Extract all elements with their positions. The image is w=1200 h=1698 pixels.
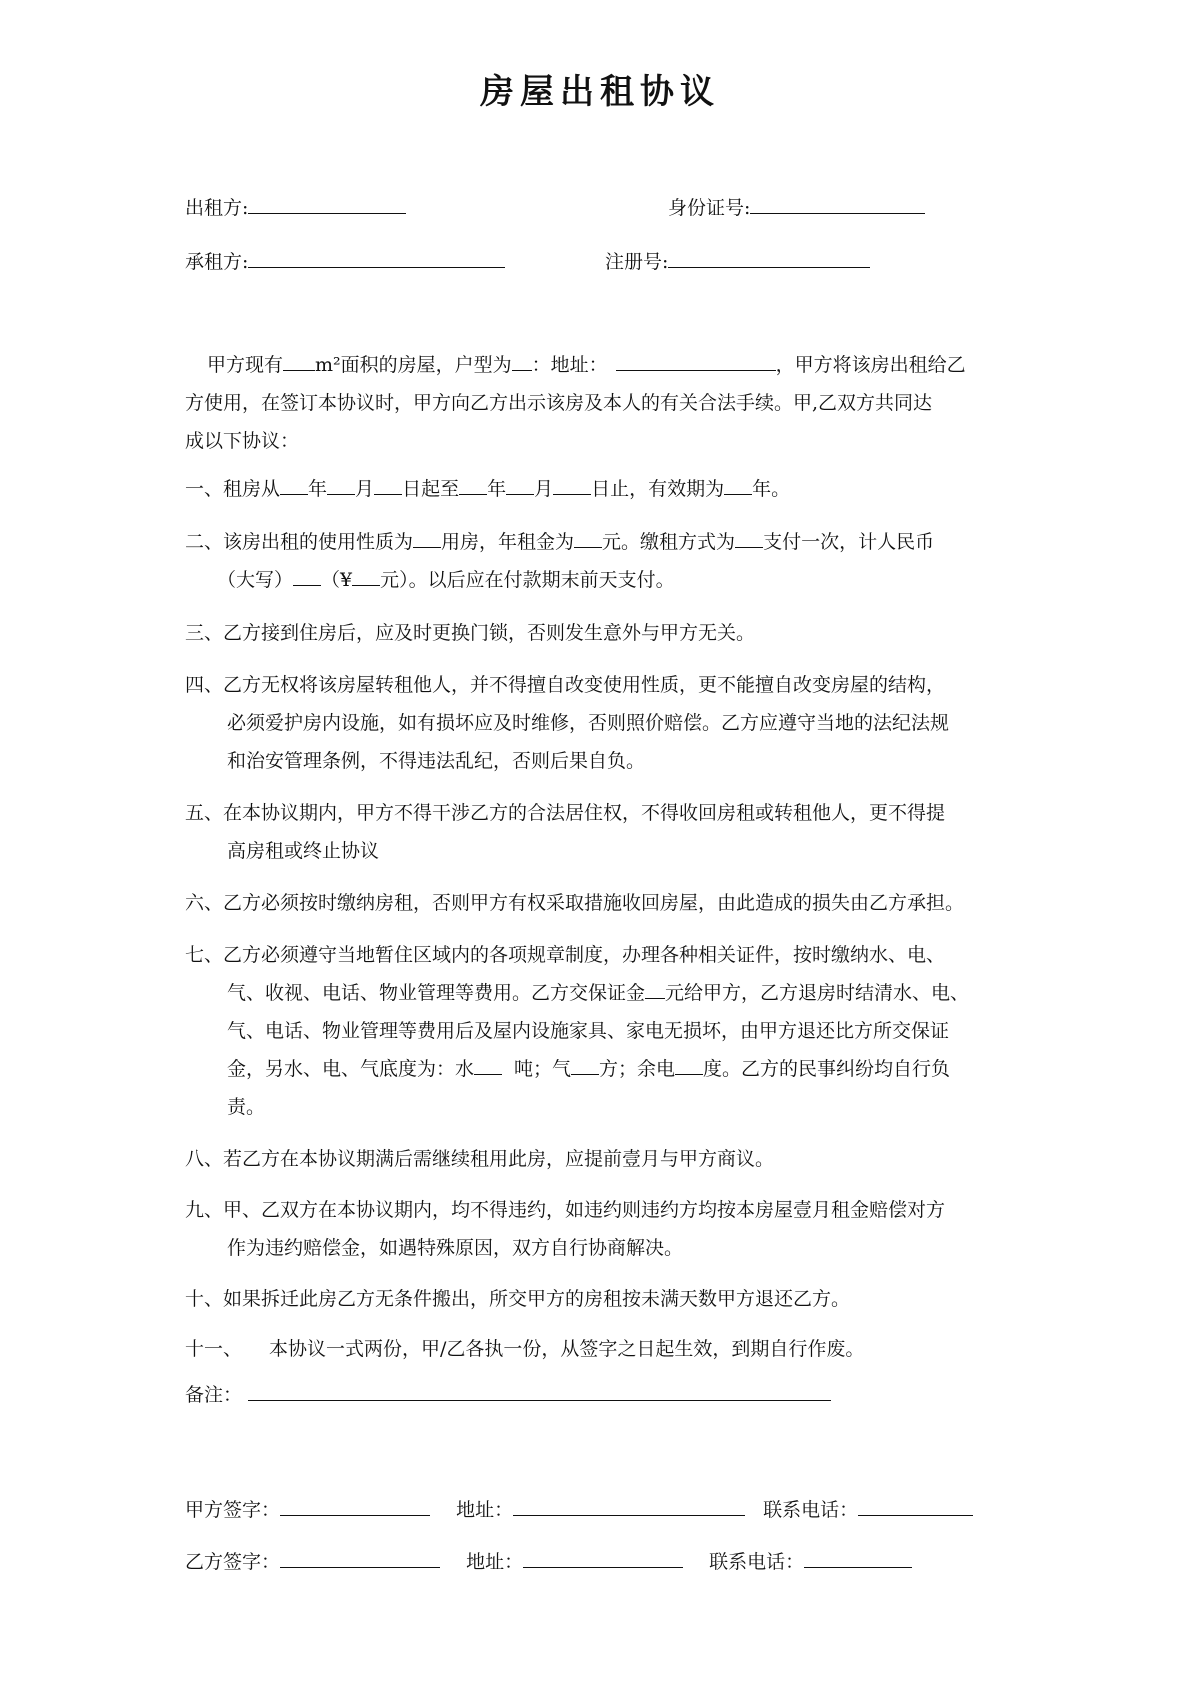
party-a-signature-label: 甲方签字： <box>185 1499 281 1521</box>
clause-1: 一、租房从 年 月 日起至 年 月 日止，有效期为 年。 <box>185 478 791 500</box>
gas-reading-blank[interactable] <box>571 1073 599 1075</box>
registration-blank[interactable] <box>668 266 870 268</box>
party-a-phone-blank[interactable] <box>858 1514 973 1516</box>
party-a-phone-label: 联系电话： <box>763 1499 859 1521</box>
water-reading-blank[interactable] <box>474 1073 502 1075</box>
id-number-label: 身份证号: <box>668 197 751 219</box>
intro-paragraph <box>185 346 1037 460</box>
party-b-address-blank[interactable] <box>523 1566 683 1568</box>
intro-line-3: 成以下协议： <box>185 430 300 452</box>
lessor-label: 出租方: <box>185 197 249 219</box>
intro-line-1: 甲方现有 m²面积的房屋，户型为 ：地址： ，甲方将该房出租给乙 <box>207 354 966 376</box>
end-year-blank[interactable] <box>459 493 487 495</box>
party-a-address-blank[interactable] <box>513 1514 745 1516</box>
address-blank[interactable] <box>616 369 776 371</box>
registration-label: 注册号: <box>605 251 669 273</box>
party-b-signature-blank[interactable] <box>280 1566 440 1568</box>
clause-7: 七、乙方必须遵守当地暂住区域内的各项规章制度，办理各种相关证件，按时缴纳水、电、 气、收视、电话、物业管理等费用。乙方交保证金 元给甲方，乙方退房时结清水、电、 气、电话、物业管理等费用后及屋内设施家具、家电无损坏，由甲方退还比方所交保证 金，另水、电、气底度为：水 吨；气 方；余电 度。乙方的民事纠纷均自行负 责。 <box>185 944 970 1118</box>
start-month-blank[interactable] <box>327 493 355 495</box>
lessor-field <box>185 196 406 220</box>
party-b-phone-blank[interactable] <box>804 1566 912 1568</box>
registration-field <box>605 250 870 274</box>
clause-8: 八、若乙方在本协议期满后需继续租用此房，应提前壹月与甲方商议。 <box>185 1148 775 1170</box>
intro-line-2: 方使用，在签订本协议时，甲方向乙方出示该房及本人的有关合法手续。甲,乙双方共同达 <box>185 392 933 414</box>
start-day-blank[interactable] <box>374 493 402 495</box>
end-month-blank[interactable] <box>506 493 534 495</box>
remarks-label: 备注： <box>185 1384 243 1406</box>
clause-6: 六、乙方必须按时缴纳房租，否则甲方有权采取措施收回房屋，由此造成的损失由乙方承担。 <box>185 892 965 914</box>
party-b-signature-label: 乙方签字： <box>185 1551 281 1573</box>
amount-figures-blank[interactable] <box>352 584 380 586</box>
layout-blank[interactable] <box>512 369 532 371</box>
start-year-blank[interactable] <box>280 493 308 495</box>
payment-method-blank[interactable] <box>735 546 763 548</box>
clause-9: 九、甲、乙双方在本协议期内，均不得违约，如违约则违约方均按本房屋壹月租金赔偿对方 作为违约赔偿金，如遇特殊原因，双方自行协商解决。 <box>185 1199 946 1259</box>
party-b-phone-label: 联系电话： <box>709 1551 805 1573</box>
document-title: 房屋出租协议 <box>480 72 720 112</box>
party-a-address-label: 地址： <box>456 1499 514 1521</box>
tenant-blank[interactable] <box>248 266 505 268</box>
tenant-label: 承租方: <box>185 251 249 273</box>
clause-3: 三、乙方接到住房后，应及时更换门锁，否则发生意外与甲方无关。 <box>185 622 756 644</box>
id-number-blank[interactable] <box>750 212 925 214</box>
term-years-blank[interactable] <box>724 493 752 495</box>
end-day-blank[interactable] <box>553 493 591 495</box>
clause-4: 四、乙方无权将该房屋转租他人，并不得擅自改变使用性质，更不能擅自改变房屋的结构， 必须爱护房内设施，如有损坏应及时维修，否则照价赔偿。乙方应遵守当地的法纪法规 和治安管理条例，不得违法乱纪，否则后果自负。 <box>185 674 950 772</box>
clause-11: 十一、 本协议一式两份，甲/乙各执一份，从签字之日起生效，到期自行作废。 <box>185 1338 865 1360</box>
party-a-signature-row <box>185 1498 973 1522</box>
party-b-signature-row <box>185 1550 912 1574</box>
remarks-field <box>185 1383 831 1407</box>
party-b-address-label: 地址： <box>466 1551 524 1573</box>
usage-blank[interactable] <box>413 546 441 548</box>
electric-reading-blank[interactable] <box>675 1073 703 1075</box>
clause-2: 二、该房出租的使用性质为 用房，年租金为 元。缴租方式为 支付一次，计人民币 （大写） （¥ 元）。以后应在付款期末前天支付。 <box>185 531 935 591</box>
deposit-blank[interactable] <box>645 997 665 999</box>
id-number-field <box>668 196 925 220</box>
tenant-field <box>185 250 505 274</box>
party-a-signature-blank[interactable] <box>280 1514 430 1516</box>
clause-5: 五、在本协议期内，甲方不得干涉乙方的合法居住权，不得收回房租或转租他人，更不得提 高房租或终止协议 <box>185 802 946 862</box>
annual-rent-blank[interactable] <box>574 546 602 548</box>
amount-words-blank[interactable] <box>293 584 321 586</box>
remarks-blank[interactable] <box>248 1399 831 1401</box>
lessor-blank[interactable] <box>248 212 406 214</box>
clause-10: 十、如果拆迁此房乙方无条件搬出，所交甲方的房租按未满天数甲方退还乙方。 <box>185 1288 851 1310</box>
area-blank[interactable] <box>283 369 315 371</box>
